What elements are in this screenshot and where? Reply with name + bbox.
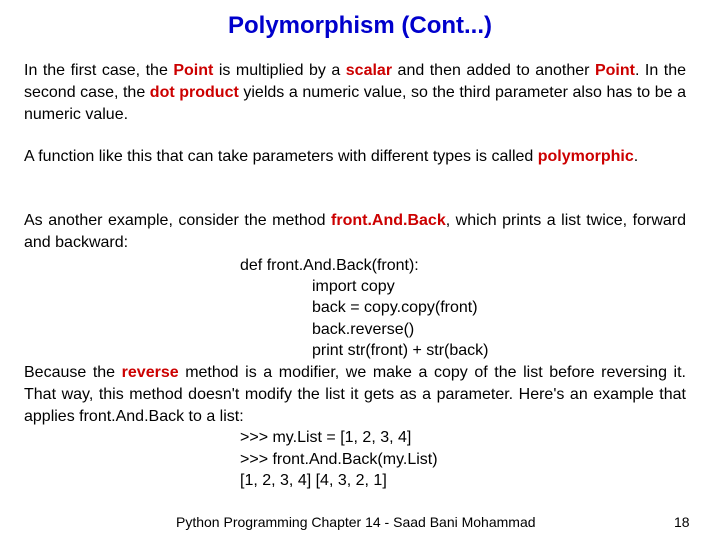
code-line: >>> front.And.Back(my.List) <box>240 451 438 468</box>
keyword-point: Point <box>173 62 214 79</box>
page-number: 18 <box>674 514 690 530</box>
slide-title: Polymorphism (Cont...) <box>228 12 492 39</box>
paragraph-polymorphic-definition: A function like this that can take parameters with different types is called polymorphic. <box>24 148 639 165</box>
keyword-reverse: reverse <box>121 364 179 381</box>
footer-text: Python Programming Chapter 14 - Saad Bani Mohammad <box>176 514 536 530</box>
paragraph-reverse-modifier: Because the reverse method is a modifier, we make a copy of the list before reversing it. That way, this method doesn't modify the list it gets as a parameter. Here's an example that applies front.And.Back to a list: <box>24 364 686 425</box>
code-line: import copy <box>312 278 395 295</box>
code-line: [1, 2, 3, 4] [4, 3, 2, 1] <box>240 472 387 489</box>
code-line: back = copy.copy(front) <box>312 299 478 316</box>
keyword-scalar: scalar <box>345 62 393 79</box>
keyword-polymorphic: polymorphic <box>537 148 634 165</box>
code-line: print str(front) + str(back) <box>312 342 489 359</box>
keyword-dot-product: dot product <box>149 84 239 101</box>
keyword-front-and-back: front.And.Back <box>331 212 446 229</box>
code-line: def front.And.Back(front): <box>240 257 419 274</box>
paragraph-another-example: As another example, consider the method front.And.Back, which prints a list twice, forward and backward: <box>24 212 686 251</box>
keyword-point: Point <box>594 62 635 79</box>
code-line: >>> my.List = [1, 2, 3, 4] <box>240 429 412 446</box>
paragraph-point-explanation: In the first case, the Point is multiplied by a scalar and then added to another Point. In the second case, the dot product yields a numeric value, so the third parameter also has to be a numeric value. <box>24 62 687 123</box>
code-line: back.reverse() <box>312 321 415 338</box>
